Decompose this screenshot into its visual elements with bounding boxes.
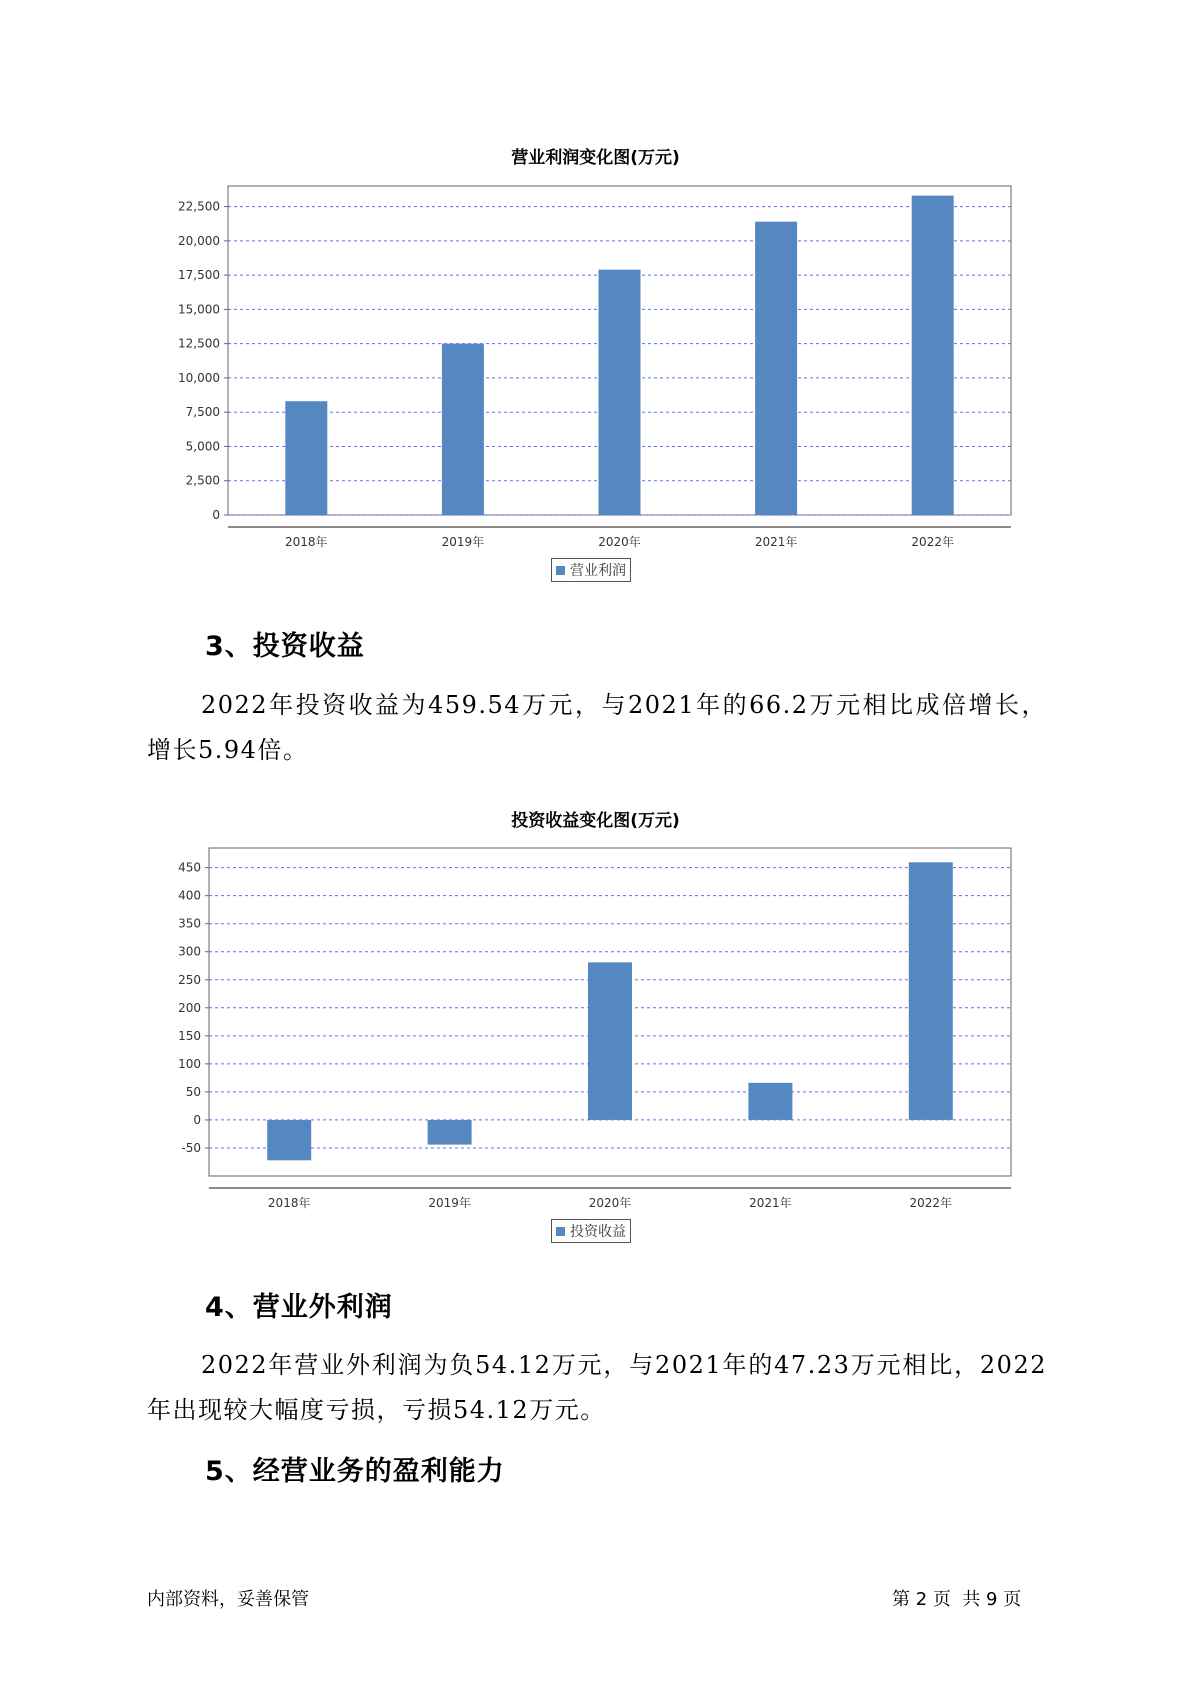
chart-title: 投资收益变化图(万元) — [511, 811, 680, 831]
bar — [748, 1083, 792, 1120]
footer-page-number: 第 2 页 共 9 页 — [892, 1589, 1022, 1610]
x-tick-label: 2022年 — [909, 1196, 953, 1210]
y-tick-label: 50 — [185, 1084, 201, 1099]
legend-label: 营业利润 — [570, 563, 626, 579]
footer-confidential: 内部资料，妥善保管 — [147, 1589, 309, 1610]
section-4-paragraph: 2022年营业外利润为负54.12万元，与2021年的47.23万元相比，2022年出现较大幅度亏损，亏损54.12万元。 — [147, 1351, 1047, 1424]
y-tick-label: 450 — [178, 860, 201, 875]
chart-title: 营业利润变化图(万元) — [511, 148, 680, 168]
x-tick-label: 2019年 — [428, 1196, 471, 1210]
section-3-heading: 3、投资收益 — [205, 631, 365, 662]
y-tick-label: 15,000 — [178, 302, 220, 317]
y-tick-label: 200 — [178, 1000, 201, 1015]
section-4-heading: 4、营业外利润 — [205, 1292, 393, 1323]
x-tick-label: 2020年 — [588, 1196, 632, 1210]
y-tick-label: 100 — [178, 1056, 201, 1071]
legend-swatch — [556, 1227, 565, 1236]
section-5-heading: 5、经营业务的盈利能力 — [205, 1456, 505, 1487]
y-tick-label: 12,500 — [178, 336, 220, 351]
section-3-paragraph: 2022年投资收益为459.54万元，与2021年的66.2万元相比成倍增长，增长5.94倍。 — [147, 691, 1047, 764]
bar — [588, 962, 632, 1120]
chart-legend — [551, 1219, 631, 1243]
bar — [267, 1120, 311, 1160]
y-tick-label: 5,000 — [185, 439, 220, 454]
y-tick-label: 0 — [212, 508, 220, 522]
y-tick-label: 150 — [178, 1028, 201, 1043]
y-tick-label: 2,500 — [185, 473, 220, 488]
y-tick-label: 300 — [178, 944, 201, 959]
x-tick-label: 2021年 — [754, 535, 798, 549]
x-tick-label: 2022年 — [911, 535, 954, 549]
x-tick-label: 2018年 — [267, 1196, 311, 1210]
y-tick-label: 400 — [178, 888, 201, 903]
bar — [909, 862, 953, 1120]
x-tick-label: 2020年 — [598, 535, 641, 549]
y-tick-label: 0 — [193, 1112, 201, 1127]
y-tick-label: 10,000 — [178, 370, 220, 385]
y-tick-label: 350 — [178, 916, 201, 931]
legend-label: 投资收益 — [570, 1224, 626, 1240]
y-tick-label: 7,500 — [185, 405, 220, 420]
y-tick-label: 17,500 — [178, 268, 220, 283]
bar — [428, 1120, 472, 1145]
y-tick-label: 20,000 — [178, 233, 220, 248]
y-tick-label: 250 — [178, 972, 201, 987]
x-tick-label: 2021年 — [749, 1196, 792, 1210]
y-tick-label: 22,500 — [178, 199, 220, 214]
x-tick-label: 2018年 — [285, 535, 328, 549]
x-tick-label: 2019年 — [441, 535, 485, 549]
y-tick-label: -50 — [181, 1140, 201, 1155]
